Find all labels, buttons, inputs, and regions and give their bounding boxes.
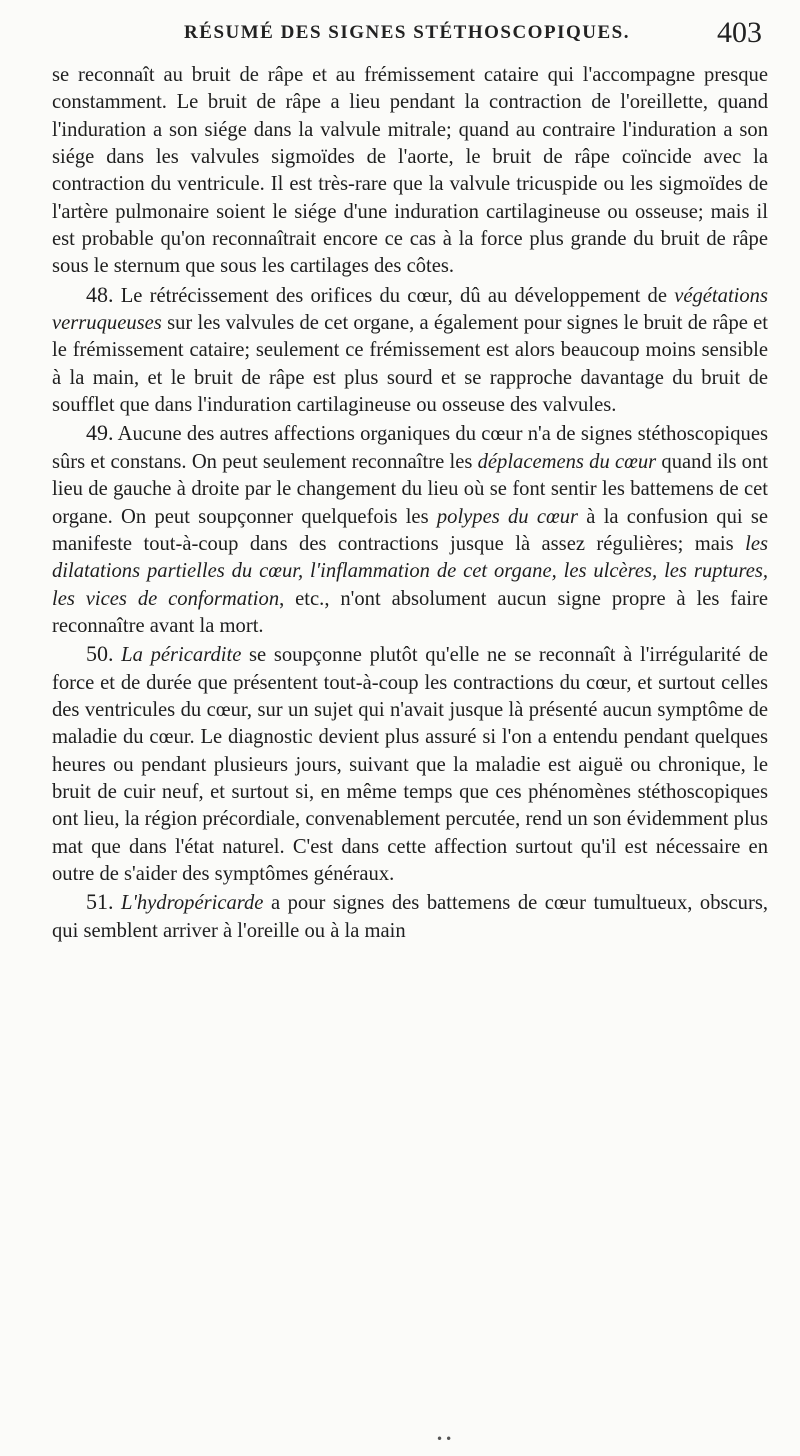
paragraph-50 — [52, 640, 768, 888]
paragraph-text: a pour signes des battemens de cœur tumultueux, obscurs, qui semblent arriver à l'oreille ou à la main — [52, 892, 768, 942]
paragraph-51 — [52, 888, 768, 945]
running-title: RÉSUMÉ DES SIGNES STÉTHOSCOPIQUES. — [184, 22, 630, 43]
paragraph-49 — [52, 419, 768, 640]
paragraph-text — [114, 892, 122, 914]
paragraph-text: Aucune des autres affections organiques du cœur n'a de signes stéthoscopiques sûrs et constans. On peut seulement reconnaître les — [52, 423, 768, 473]
running-header — [52, 14, 762, 54]
italic-term: les dilatations partielles du cœur, l'inflammation de cet organe, les ulcères, les ruptures, les vices de conformation — [52, 532, 768, 610]
paragraph-number: 51. — [86, 889, 114, 915]
italic-term: polypes du cœur — [436, 505, 579, 528]
body-text — [52, 62, 768, 945]
paragraph-text: Le rétrécissement des orifices du cœur, dû au développement de — [113, 284, 675, 307]
page-number: 403 — [717, 16, 762, 49]
paragraph-48 — [52, 281, 768, 420]
signature-mark: •• — [436, 1432, 455, 1446]
paragraph-text: quand ils ont lieu de gauche à droite par le changement du lieu où se font sentir les battemens de cet organe. On peut soupçonner quelquefois les — [52, 450, 769, 528]
paragraph-text: sur les valvules de cet organe, a également pour signes le bruit de râpe et le frémissement cataire; seulement ce frémissement est alors beaucoup moins sensible à la main, et le bruit de râpe est plus sourd et se rapproche davantage du bruit de soufflet que dans l'induration cartilagineuse ou osseuse des valvules. — [52, 312, 768, 417]
italic-term: végétations verruqueuses — [52, 284, 768, 335]
italic-term: La péricardite — [121, 644, 242, 667]
paragraph-text: se soupçonne plutôt qu'elle ne se reconnaît à l'irrégularité de force et de durée que présentent tout-à-coup les contractions du cœur, et surtout celles des ventricules du cœur, sur un sujet qui n'avait jusque là présenté aucun symptôme de maladie du cœur. Le diagnostic devient plus assuré si l'on a entendu pendant quelques heures ou pendant plusieurs jours, suivant que la maladie est aiguë ou chronique, le bruit de cuir neuf, et surtout si, en même temps que ces phénomènes stéthoscopiques ont lieu, la région précordiale, convenablement percutée, rend un son évidemment plus mat que dans l'état naturel. C'est dans cette affection surtout qu'il est nécessaire en outre de s'aider des symptômes généraux. — [52, 644, 769, 885]
paragraph-text: à la confusion qui se manifeste tout-à-coup dans des contractions jusque là assez régulières; mais — [52, 505, 768, 555]
paragraph-number: 48. — [86, 281, 114, 307]
paragraph-text: , etc., n'ont absolument aucun signe propre à les faire reconnaître avant la mort. — [52, 587, 768, 637]
paragraph-number: 49. — [86, 420, 114, 446]
paragraph-text: se reconnaît au bruit de râpe et au frémissement cataire qui l'accompagne presque constamment. Le bruit de râpe a lieu pendant la contraction de l'oreillette, quand l'induration a son siége dans la valvule mitrale; quand au contraire l'induration a son siége dans les valvules sigmoïdes de l'aorte, le bruit de râpe coïncide avec la contraction du ventricule. Il est très-rare que la valvule tricuspide ou les sigmoïdes de l'artère pulmonaire soient le siége d'une induration cartilagineuse ou osseuse; mais il est probable qu'on reconnaîtrait encore ce cas à la force plus grande du bruit de râpe sous le sternum que sous les cartilages des côtes. — [52, 64, 768, 278]
italic-term: L'hydropéricarde — [121, 892, 264, 915]
paragraph-number: 50. — [86, 641, 114, 667]
paragraph-continued — [52, 62, 768, 281]
italic-term: déplacemens du cœur — [477, 450, 657, 473]
